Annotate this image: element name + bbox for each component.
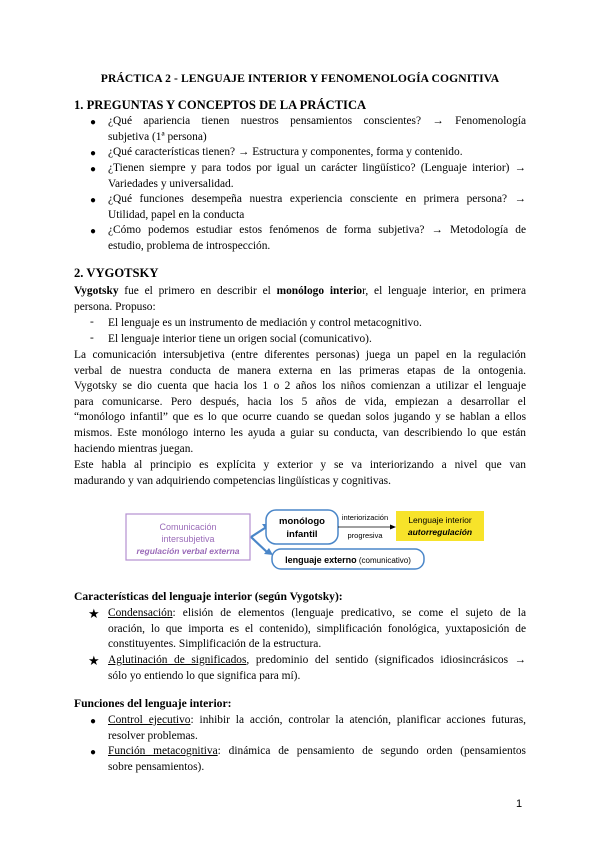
dash-marker: - [90, 316, 94, 328]
box2-line2: infantil [286, 529, 318, 540]
box3-line2: autorregulación [407, 527, 473, 537]
box2-line1: monólogo [279, 516, 325, 527]
bullet-dot: ● [90, 195, 97, 206]
box1-line3: regulación verbal externa [136, 546, 240, 556]
functions-heading: Funciones del lenguaje interior: [74, 697, 232, 710]
list-item: ¿Cómo podemos estudiar estos fenómenos de forma subjetiva? → Metodología de estudio, problema de introspección. [108, 224, 526, 252]
paragraph: La comunicación intersubjetiva (entre diferentes personas) juega un papel en la regulación verbal de nuestra conducta de manera externa en las primeras etapas de la ontogenia. Vygotsky se dio cuenta que hacia los 1 o 2 años los niños comienzan a utilizar el lenguaje para comunicarse. Pero después, hacia los 5 años de vida, empiezan a desarrollar el “monólogo infantil” que es lo que ocurre cuando se quedan solos jugando y se hablan a ellos mismos. Este monólogo interno les ayuda a guiar su conducta, van describiendo lo que están haciendo mientras juegan. [74, 349, 526, 455]
bullet-dot: ● [90, 716, 97, 727]
list-item: ¿Tienen siempre y para todos por igual un carácter lingüístico? (Lenguaje interior) → Variedades y universalidad. [108, 162, 526, 190]
list-item: ¿Qué características tienen? → Estructura y componentes, forma y contenido. [108, 146, 463, 158]
bullet-dot: ● [90, 117, 97, 128]
list-item: ¿Qué funciones desempeña nuestra experiencia consciente en primera persona? → Utilidad, papel en la conducta [108, 193, 526, 221]
star-icon: ★ [88, 653, 100, 668]
box1-line2: intersubjetiva [161, 534, 215, 544]
star-icon: ★ [88, 606, 100, 621]
list-item: Control ejecutivo: inhibir la acción, controlar la atención, planificar acciones futuras, resolver problemas. [108, 714, 526, 742]
box4-text: lenguaje externo (comunicativo) [285, 555, 411, 565]
paragraph: Este habla al principio es explícita y exterior y se va interiorizando a nivel que van madurando y van adquiriendo competencias lingüísticas y cognitivas. [74, 459, 526, 487]
box3-line1: Lenguaje interior [408, 515, 472, 525]
branch-down-line [251, 537, 268, 553]
bullet-dot: ● [90, 747, 97, 758]
list-item: El lenguaje interior tiene un origen social (comunicativo). [108, 333, 372, 345]
list-item: Condensación: elisión de elementos (lenguaje predicativo, se come el sujeto de la oración, lo que importa es el contenido), simplificación fonológica, yuxtaposición de constituyentes. Simplificación de la estructura. [108, 607, 526, 651]
bullet-dot: ● [90, 164, 97, 175]
dash-marker: - [90, 332, 94, 344]
page-title: PRÁCTICA 2 - LENGUAJE INTERIOR Y FENOMENOLOGÍA COGNITIVA [100, 72, 500, 85]
section1-heading: 1. PREGUNTAS Y CONCEPTOS DE LA PRÁCTICA [74, 98, 367, 112]
list-item: Función metacognitiva: dinámica de pensamiento de segundo orden (pensamientos sobre pensamientos). [108, 745, 526, 773]
bullet-dot: ● [90, 226, 97, 237]
box1-line1: Comunicación [159, 522, 217, 532]
characteristics-heading: Características del lenguaje interior (según Vygotsky): [74, 590, 343, 603]
section2-heading: 2. VYGOTSKY [74, 266, 159, 280]
list-item: ¿Qué apariencia tienen nuestros pensamientos conscientes? → Fenomenología subjetiva (1ª persona) [108, 115, 526, 143]
page-number: 1 [516, 798, 523, 810]
arrow-label-line2: progresiva [347, 531, 383, 540]
vygotsky-intro: Vygotsky fue el primero en describir el monólogo interior, el lenguaje interior, en primera persona. Propuso: [74, 285, 527, 313]
progress-arrowhead [390, 525, 396, 530]
list-item: Aglutinación de significados, predominio del sentido (significados idiosincrásicos → sólo yo entiendo lo que significa para mí). [108, 654, 526, 682]
bullet-dot: ● [90, 148, 97, 159]
vygotsky-diagram [120, 508, 490, 576]
list-item: El lenguaje es un instrumento de mediación y control metacognitivo. [108, 317, 422, 329]
arrow-label-line1: interiorización [341, 513, 389, 522]
